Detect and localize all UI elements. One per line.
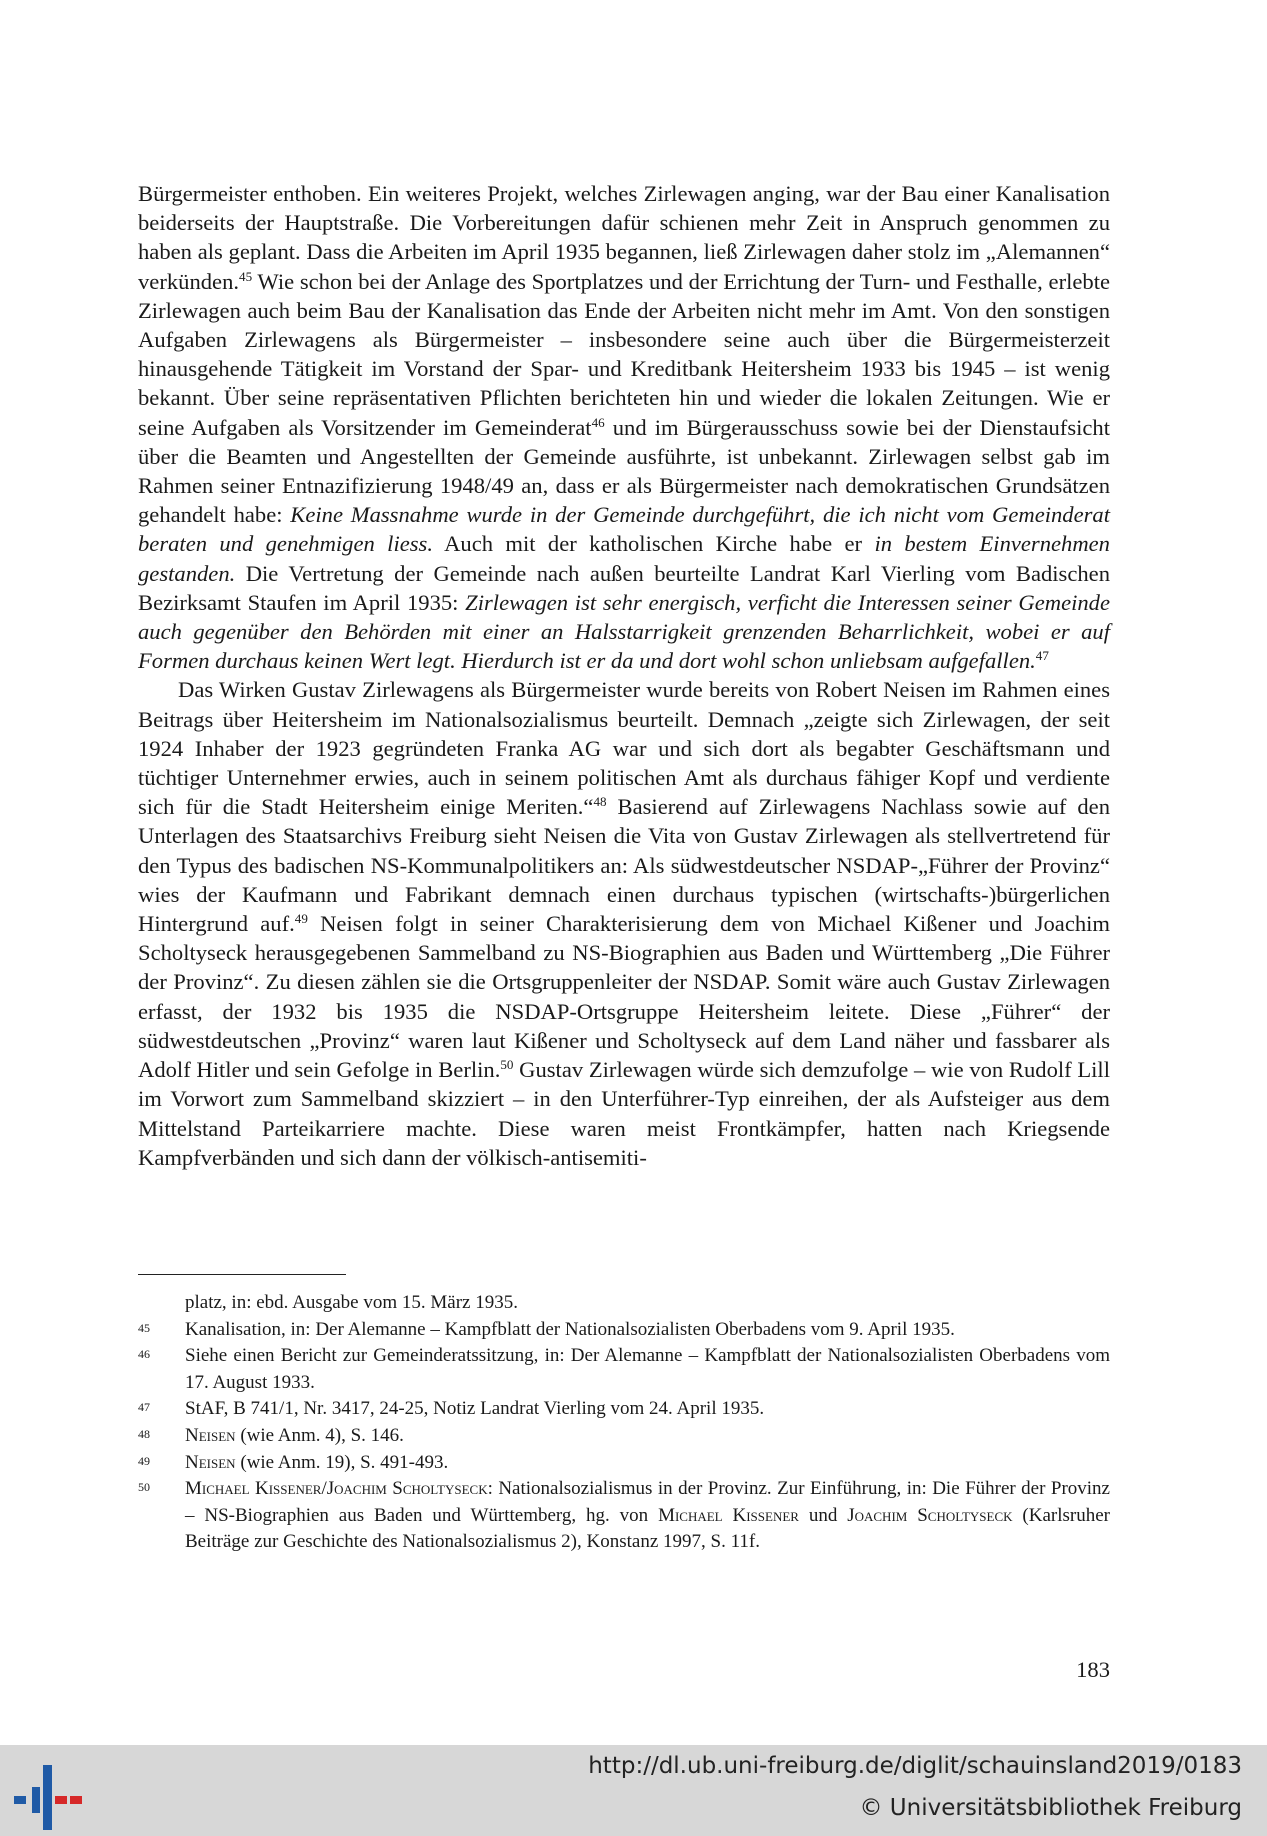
footnote-divider bbox=[138, 1274, 346, 1275]
quote-italic: Keine Massnahme wurde in der Gemeinde durchgeführt, die ich nicht vom Gemeinderat beraten und genehmigen liess. bbox=[138, 502, 1110, 557]
footer-url-link[interactable]: http://dl.ub.uni-freiburg.de/diglit/schauinsland2019/0183 bbox=[588, 1753, 1242, 1779]
author-name: Neisen bbox=[185, 1451, 236, 1473]
footnote-text: Michael Kissener/Joachim Scholtyseck: Nationalsozialismus in der Provinz. Zur Einführung, in: Die Führer der Provinz – NS-Biographien aus Baden und Württemberg, hg. von Michael Kissener und Joachim Scholtyseck (Karlsruher Beiträge zur Geschichte des Nationalsozialismus 2), Konstanz 1997, S. 11f. bbox=[185, 1478, 1110, 1553]
footnote-ref-50[interactable]: 50 bbox=[500, 1056, 514, 1072]
paragraph-2: Das Wirken Gustav Zirlewagens als Bürgermeister wurde bereits von Robert Neisen im Rahmen eines Beitrags über Heitersheim im Nationalsozialismus beurteilt. Demnach „zeigte sich Zirlewagen, der seit 1924 Inhaber der 1923 gegründeten Franka AG war und sich dort als begabter Geschäftsmann und tüchtiger Unternehmer erwies, auch in seinem politischen Amt als durchaus fähiger Kopf und verdiente sich für die Stadt Heitersheim einige Meriten.“$^{48}$ Basierend auf Zirlewagens Nachlass sowie auf den Unterlagen des Staatsarchivs Freiburg sieht Neisen die Vita von Gustav Zirlewagen als stellvertretend für den Typus des badischen NS-Kommunalpolitikers an: Als südwestdeutscher NSDAP-„Führer der Provinz“ wies der Kaufmann und Fabrikant demnach einen durchaus typischen (wirtschafts-)bürgerlichen Hintergrund auf.$^{49}$ Neisen folgt in seiner Charakterisierung dem von Michael Kißener und Joachim Scholtyseck herausgegebenen Sammelband zu NS-Biographien aus Baden und Württemberg „Die Führer der Provinz“. Zu diesen zählen sie die Ortsgruppenleiter der NSDAP. Somit wäre auch Gustav Zirlewagen erfasst, der 1932 bis 1935 die NSDAP-Ortsgruppe Heitersheim leitete. Diese „Führer“ der südwestdeutschen „Provinz“ waren laut Kißener und Scholtyseck auf dem Land näher und fassbarer als Adolf Hitler und sein Gefolge in Berlin.$^{50}$ Gustav Zirlewagen würde sich demzufolge – wie von Rudolf Lill im Vorwort zum Sammelband skizziert – in den Unterführer-Typ einreihen, der als Aufsteiger aus dem Mittelstand Parteikarriere machte. Diese waren meist Frontkämpfer, hatten nach Kriegsende Kampfverbänden und sich dann der völkisch-antisemiti- bbox=[138, 677, 1111, 1170]
main-text bbox=[138, 179, 1110, 1172]
footer-bar bbox=[0, 1745, 1267, 1836]
footnote-text: Neisen (wie Anm. 19), S. 491-493. bbox=[185, 1451, 449, 1473]
author-name: Neisen bbox=[185, 1424, 236, 1446]
footnote-number: 49 bbox=[138, 1453, 150, 1468]
footnote-50 bbox=[138, 1476, 1110, 1556]
ub-freiburg-logo-icon bbox=[14, 1755, 84, 1830]
footer-copyright: © Universitätsbibliothek Freiburg bbox=[859, 1795, 1242, 1821]
paragraph-1: Bürgermeister enthoben. Ein weiteres Projekt, welches Zirlewagen anging, war der Bau einer Kanalisation beiderseits der Hauptstraße. Die Vorbereitungen dafür schienen mehr Zeit in Anspruch genommen zu haben als geplant. Dass die Arbeiten im April 1935 begannen, ließ Zirlewagen daher stolz im „Alemannen“ verkünden.$^{45}$ Wie schon bei der Anlage des Sportplatzes und der Errichtung der Turn- und Festhalle, erlebte Zirlewagen auch beim Bau der Kanalisation das Ende der Arbeiten nicht mehr im Amt. Von den sonstigen Aufgaben Zirlewagens als Bürgermeister – insbesondere seine auch über die Bürgermeisterzeit hinausgehende Tätigkeit im Vorstand der Spar- und Kreditbank Heitersheim 1933 bis 1945 – ist wenig bekannt. Über seine repräsentativen Pflichten berichteten hin und wieder die lokalen Zeitungen. Wie er seine Aufgaben als Vorsitzender im Gemeinderat$^{46}$ und im Bürgerausschuss sowie bei der Dienstaufsicht über die Beamten und Angestellten der Gemeinde ausführte, ist unbekannt. Zirlewagen selbst gab im Rahmen seiner Entnazifizierung 1948/49 an, dass er als Bürgermeister nach demokratischen Grundsätzen gehandelt habe: Keine Massnahme wurde in der Gemeinde durchgeführt, die ich nicht vom Gemeinderat beraten und genehmigen liess. Auch mit der katholischen Kirche habe er in bestem Einvernehmen gestanden. Die Vertretung der Gemeinde nach außen beurteilte Landrat Karl Vierling vom Badischen Bezirksamt Staufen im April 1935: Zirlewagen ist sehr energisch, verficht die Interessen seiner Gemeinde auch gegenüber den Behörden mit einer an Halsstarrigkeit grenzenden Beharrlichkeit, wobei er auf Formen durchaus keinen Wert legt. Hierdurch ist er da und dort wohl schon unliebsam aufgefallen.$^{47}$ bbox=[138, 181, 1111, 674]
footnote-ref-49[interactable]: 49 bbox=[294, 910, 308, 926]
footnote-47 bbox=[138, 1396, 1110, 1423]
footnote-number: 46 bbox=[138, 1347, 150, 1362]
author-name: Michael Kissener bbox=[658, 1504, 799, 1526]
footnote-ref-45[interactable]: 45 bbox=[239, 268, 253, 284]
footnote-list bbox=[138, 1317, 1110, 1556]
footnote-46 bbox=[138, 1343, 1110, 1396]
footnote-49 bbox=[138, 1450, 1110, 1477]
footnote-number: 45 bbox=[138, 1320, 150, 1335]
footnote-continuation: platz, in: ebd. Ausgabe vom 15. März 1935. bbox=[185, 1292, 518, 1313]
footnote-text: StAF, B 741/1, Nr. 3417, 24-25, Notiz Landrat Vierling vom 24. April 1935. bbox=[185, 1398, 765, 1420]
footnote-ref-46[interactable]: 46 bbox=[591, 414, 605, 430]
footnote-ref-48[interactable]: 48 bbox=[593, 794, 607, 810]
author-name: Joachim Scholtyseck bbox=[847, 1504, 1013, 1526]
quote-italic: Zirlewagen ist sehr energisch, verficht die Interessen seiner Gemeinde auch gegenüber den Behörden mit einer an Halsstarrigkeit grenzenden Beharrlichkeit, wobei er auf Formen durchaus keinen Wert legt. Hierdurch ist er da und dort wohl schon unliebsam aufgefallen. bbox=[138, 589, 1111, 674]
footnote-text: Neisen (wie Anm. 4), S. 146. bbox=[185, 1424, 404, 1446]
footnote-48 bbox=[138, 1423, 1110, 1450]
quote-italic: in bestem Einvernehmen gestanden. bbox=[138, 531, 1110, 586]
footnote-number: 48 bbox=[138, 1426, 150, 1441]
footnote-text: Siehe einen Bericht zur Gemeinderatssitzung, in: Der Alemanne – Kampfblatt der Nationalsozialisten Oberbadens vom 17. August 1933. bbox=[185, 1345, 1110, 1393]
author-name: Michael Kissener/Joachim Scholtyseck bbox=[185, 1478, 488, 1500]
footnotes bbox=[138, 1290, 1110, 1556]
page-number: 183 bbox=[1076, 1657, 1110, 1682]
footnote-number: 47 bbox=[138, 1400, 150, 1415]
footnote-ref-47[interactable]: 47 bbox=[1035, 648, 1049, 664]
footnote-number: 50 bbox=[138, 1480, 150, 1495]
footnote-45 bbox=[138, 1317, 1110, 1344]
footnote-text: Kanalisation, in: Der Alemanne – Kampfblatt der Nationalsozialisten Oberbadens vom 9. April 1935. bbox=[185, 1318, 955, 1340]
